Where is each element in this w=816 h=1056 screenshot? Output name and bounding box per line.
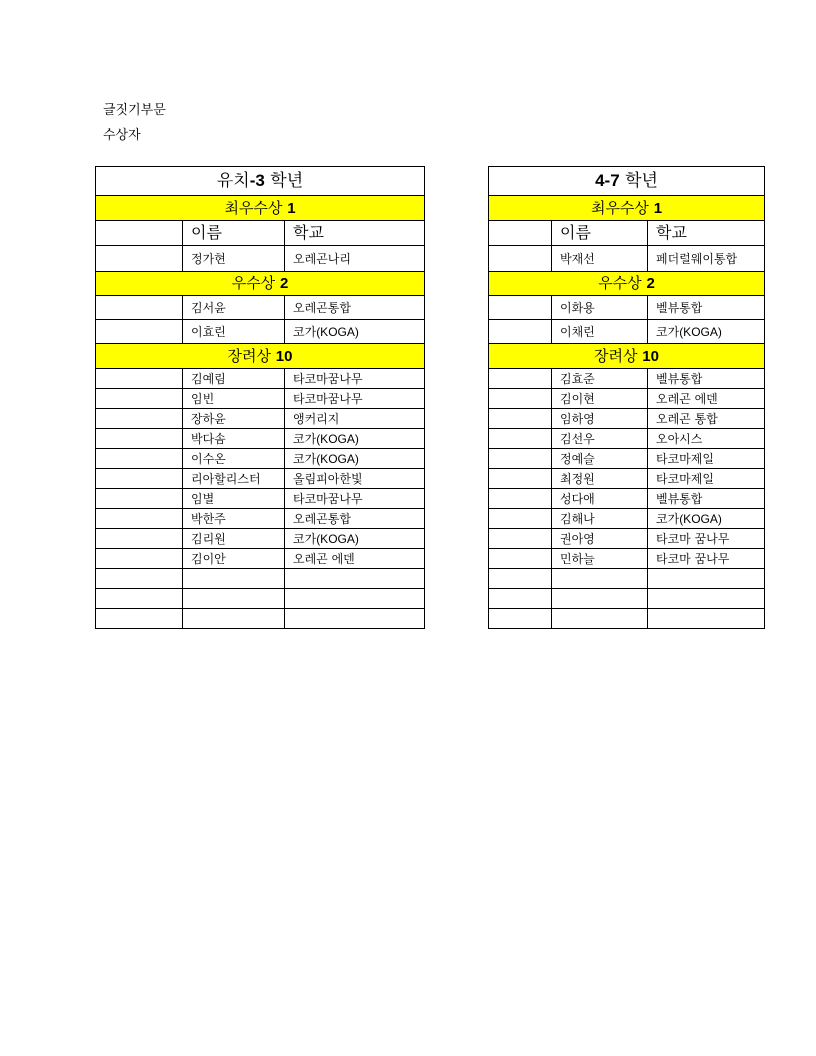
- empty-cell: [489, 609, 552, 629]
- winner-school: 타코마 꿈나무: [648, 549, 765, 569]
- row-blank-cell: [489, 509, 552, 529]
- winner-row: [489, 469, 765, 489]
- table-title: 4-7 학년: [489, 167, 765, 196]
- page-header: [103, 98, 166, 148]
- empty-cell: [96, 609, 183, 629]
- row-blank-cell: [96, 509, 183, 529]
- winner-name: 성다애: [552, 489, 648, 509]
- winner-row: [96, 409, 425, 429]
- category-grand-prize: 최우수상 1: [96, 196, 425, 221]
- column-header-name: 이름: [552, 221, 648, 246]
- row-blank-cell: [489, 246, 552, 272]
- empty-cell: [96, 589, 183, 609]
- winner-row: [489, 489, 765, 509]
- category-heading: 글짓기부문: [103, 103, 166, 118]
- empty-cell: [285, 589, 425, 609]
- winner-school: 오레곤 에덴: [285, 549, 425, 569]
- row-blank-cell: [96, 389, 183, 409]
- empty-cell: [648, 609, 765, 629]
- winner-school: 타코마제일: [648, 469, 765, 489]
- winner-name: 박한주: [183, 509, 285, 529]
- row-blank-cell: [489, 320, 552, 344]
- row-blank-cell: [96, 296, 183, 320]
- winner-school: 타코마제일: [648, 449, 765, 469]
- winner-row: [96, 389, 425, 409]
- empty-cell: [552, 589, 648, 609]
- winner-school: 타코마꿈나무: [285, 489, 425, 509]
- winner-name: 임별: [183, 489, 285, 509]
- winner-school: 앵커리지: [285, 409, 425, 429]
- winner-name: 장하윤: [183, 409, 285, 429]
- winner-row: [96, 449, 425, 469]
- winner-school: 코가(KOGA): [285, 449, 425, 469]
- empty-cell: [96, 569, 183, 589]
- category-row-grand: [489, 196, 765, 221]
- winner-name: 김서윤: [183, 296, 285, 320]
- row-blank-cell: [489, 549, 552, 569]
- row-blank-cell: [489, 429, 552, 449]
- row-blank-cell: [96, 469, 183, 489]
- row-blank-cell: [489, 389, 552, 409]
- winner-school: 타코마 꿈나무: [648, 529, 765, 549]
- column-header-name: 이름: [183, 221, 285, 246]
- winner-name: 최정원: [552, 469, 648, 489]
- winner-name: 김효준: [552, 369, 648, 389]
- category-row-grand: [96, 196, 425, 221]
- winner-row: [489, 246, 765, 272]
- winner-school: 오레곤통합: [285, 296, 425, 320]
- winner-row: [489, 509, 765, 529]
- row-blank-cell: [96, 320, 183, 344]
- winner-name: 김선우: [552, 429, 648, 449]
- row-blank-cell: [96, 449, 183, 469]
- winner-name: 리아할리스터: [183, 469, 285, 489]
- winner-name: 정가현: [183, 246, 285, 272]
- row-blank-cell: [489, 369, 552, 389]
- winner-name: 권아영: [552, 529, 648, 549]
- row-blank-cell: [96, 369, 183, 389]
- winner-school: 코가(KOGA): [648, 509, 765, 529]
- winner-school: 오레곤통합: [285, 509, 425, 529]
- winner-school: 오레곤 통합: [648, 409, 765, 429]
- winner-row: [489, 529, 765, 549]
- winner-school: 코가(KOGA): [648, 320, 765, 344]
- empty-cell: [489, 589, 552, 609]
- winner-row: [96, 469, 425, 489]
- winner-row: [96, 509, 425, 529]
- category-excellence-prize: 우수상 2: [489, 272, 765, 296]
- winner-school: 벨뷰통합: [648, 296, 765, 320]
- winner-row: [96, 246, 425, 272]
- table-title-row: [96, 167, 425, 196]
- winner-school: 코가(KOGA): [285, 429, 425, 449]
- winner-school: 코가(KOGA): [285, 529, 425, 549]
- empty-cell: [285, 609, 425, 629]
- winner-row: [489, 369, 765, 389]
- winner-school: 오레곤나리: [285, 246, 425, 272]
- winner-name: 김이현: [552, 389, 648, 409]
- column-header-school: 학교: [285, 221, 425, 246]
- winner-school: 벨뷰통합: [648, 369, 765, 389]
- category-row-encouragement: [489, 344, 765, 369]
- row-blank-cell: [489, 469, 552, 489]
- winner-name: 김예림: [183, 369, 285, 389]
- empty-cell: [183, 609, 285, 629]
- column-header-row: [489, 221, 765, 246]
- row-blank-cell: [489, 296, 552, 320]
- empty-cell: [648, 589, 765, 609]
- column-header-school: 학교: [648, 221, 765, 246]
- category-excellence-prize: 우수상 2: [96, 272, 425, 296]
- winner-name: 이채린: [552, 320, 648, 344]
- category-row-excellence: [96, 272, 425, 296]
- category-row-encouragement: [96, 344, 425, 369]
- winner-row: [96, 296, 425, 320]
- winner-school: 코가(KOGA): [285, 320, 425, 344]
- empty-row: [96, 609, 425, 629]
- empty-cell: [183, 589, 285, 609]
- row-blank-cell: [96, 429, 183, 449]
- empty-row: [489, 569, 765, 589]
- winner-name: 정예슬: [552, 449, 648, 469]
- column-header-row: [96, 221, 425, 246]
- winner-row: [96, 369, 425, 389]
- table-title: 유치-3 학년: [96, 167, 425, 196]
- awards-table-4-7: [488, 166, 765, 629]
- winner-row: [96, 320, 425, 344]
- empty-cell: [285, 569, 425, 589]
- winner-school: 타코마꿈나무: [285, 389, 425, 409]
- row-blank-cell: [96, 529, 183, 549]
- winner-school: 벨뷰통합: [648, 489, 765, 509]
- winner-name: 박다솜: [183, 429, 285, 449]
- winner-row: [96, 549, 425, 569]
- winner-name: 김이안: [183, 549, 285, 569]
- winner-school: 타코마꿈나무: [285, 369, 425, 389]
- winner-name: 민하늘: [552, 549, 648, 569]
- row-blank-cell: [489, 529, 552, 549]
- row-blank-cell: [96, 246, 183, 272]
- winner-row: [489, 296, 765, 320]
- winner-name: 이화용: [552, 296, 648, 320]
- empty-row: [489, 589, 765, 609]
- empty-cell: [552, 609, 648, 629]
- winner-name: 임하영: [552, 409, 648, 429]
- winner-row: [489, 389, 765, 409]
- winner-name: 김리원: [183, 529, 285, 549]
- empty-cell: [648, 569, 765, 589]
- empty-cell: [489, 569, 552, 589]
- category-encouragement-prize: 장려상 10: [96, 344, 425, 369]
- winner-school: 오레곤 에덴: [648, 389, 765, 409]
- winner-row: [96, 529, 425, 549]
- row-blank-cell: [489, 409, 552, 429]
- winner-row: [489, 449, 765, 469]
- winner-row: [489, 409, 765, 429]
- empty-cell: [552, 569, 648, 589]
- winner-row: [96, 489, 425, 509]
- winner-row: [489, 320, 765, 344]
- empty-row: [96, 589, 425, 609]
- empty-cell: [183, 569, 285, 589]
- winner-name: 이효린: [183, 320, 285, 344]
- winner-school: 올림피아한빛: [285, 469, 425, 489]
- category-grand-prize: 최우수상 1: [489, 196, 765, 221]
- row-blank-cell: [96, 409, 183, 429]
- table-title-row: [489, 167, 765, 196]
- winner-name: 임빈: [183, 389, 285, 409]
- empty-row: [489, 609, 765, 629]
- winner-name: 김해나: [552, 509, 648, 529]
- winner-row: [96, 429, 425, 449]
- empty-row: [96, 569, 425, 589]
- winner-school: 페더럴웨이통합: [648, 246, 765, 272]
- category-row-excellence: [489, 272, 765, 296]
- winner-row: [489, 429, 765, 449]
- winner-row: [489, 549, 765, 569]
- row-blank-cell: [489, 489, 552, 509]
- winner-school: 오아시스: [648, 429, 765, 449]
- winners-heading: 수상자: [103, 128, 141, 143]
- row-blank-cell: [489, 449, 552, 469]
- row-blank-cell: [96, 549, 183, 569]
- row-blank-cell: [96, 489, 183, 509]
- winner-name: 박재선: [552, 246, 648, 272]
- awards-table-kinder-3: [95, 166, 425, 629]
- winner-name: 이수온: [183, 449, 285, 469]
- category-encouragement-prize: 장려상 10: [489, 344, 765, 369]
